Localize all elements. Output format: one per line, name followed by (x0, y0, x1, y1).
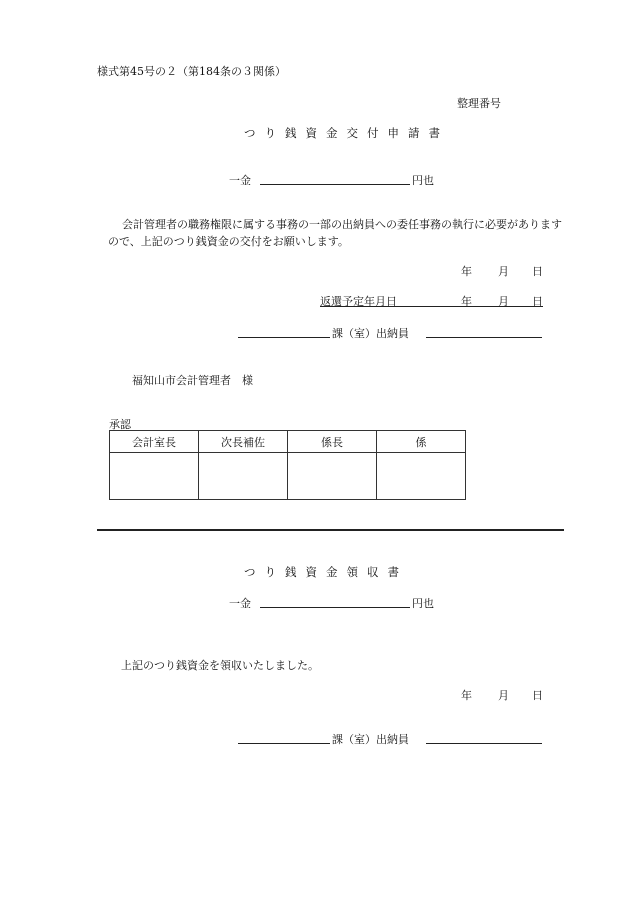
section-cashier-label: 課（室）出納員 (332, 327, 409, 340)
approval-seal-cell[interactable] (377, 453, 466, 500)
application-title: つり銭資金交付申請書 (244, 126, 449, 140)
receipt-date-year: 年 (461, 689, 472, 702)
approval-table (109, 430, 466, 500)
approval-seal-cell[interactable] (288, 453, 377, 500)
receipt-amount-field[interactable] (260, 607, 410, 608)
approval-seal-cell[interactable] (199, 453, 288, 500)
serial-number-label: 整理番号 (457, 97, 501, 110)
approval-header-deputy: 次長補佐 (199, 431, 288, 453)
approval-seal-cell[interactable] (110, 453, 199, 500)
receipt-title: つり銭資金領収書 (244, 565, 408, 579)
return-date-year: 年 (461, 295, 472, 308)
receipt-cashier-name-field[interactable] (426, 743, 542, 744)
receipt-amount-suffix: 円也 (412, 597, 434, 610)
date-day: 日 (532, 265, 543, 278)
section-divider (97, 529, 564, 531)
amount-suffix: 円也 (412, 174, 434, 187)
amount-field[interactable] (260, 184, 410, 185)
return-date-label: 返還予定年月日 (320, 295, 397, 308)
receipt-date-month: 月 (498, 689, 509, 702)
date-month: 月 (498, 265, 509, 278)
receipt-date-day: 日 (532, 689, 543, 702)
receipt-section-cashier-label: 課（室）出納員 (332, 733, 409, 746)
return-date-underline[interactable] (320, 306, 543, 307)
return-date-month: 月 (498, 295, 509, 308)
form-number: 様式第45号の２（第184条の３関係） (97, 65, 286, 78)
approval-header-section-head: 係長 (288, 431, 377, 453)
date-year: 年 (461, 265, 472, 278)
application-body: 会計管理者の職務権限に属する事務の一部の出納員への委任事務の執行に必要がありますので、上記のつり銭資金の交付をお願いします。 (108, 218, 562, 248)
approval-label: 承認 (109, 418, 131, 431)
approval-header-staff: 係 (377, 431, 466, 453)
receipt-amount-prefix: 一金 (229, 597, 251, 610)
approval-header-accounting-chief: 会計室長 (110, 431, 199, 453)
receipt-body: 上記のつり銭資金を領収いたしました。 (121, 659, 319, 672)
return-date-day: 日 (532, 295, 543, 308)
amount-prefix: 一金 (229, 174, 251, 187)
cashier-name-field[interactable] (426, 337, 542, 338)
section-name-field[interactable] (238, 337, 330, 338)
receipt-section-name-field[interactable] (238, 743, 330, 744)
addressee: 福知山市会計管理者 様 (132, 374, 253, 387)
